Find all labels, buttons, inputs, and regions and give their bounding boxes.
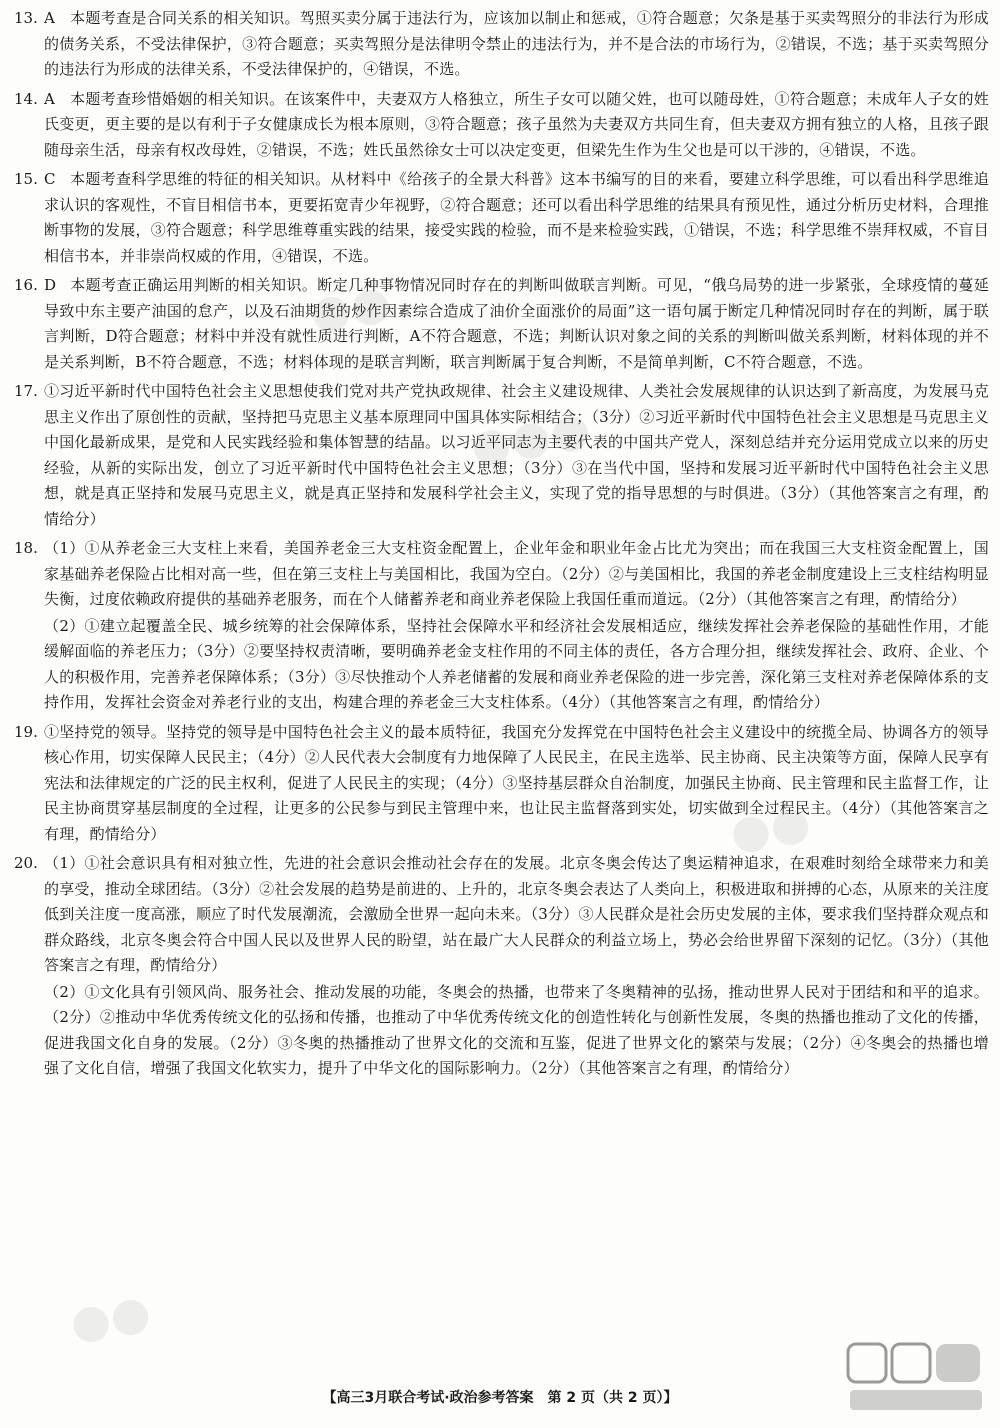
answer-paragraph: [44, 851, 989, 979]
answer-text: （1）①从养老金三大支柱上来看，美国养老金三大支柱资金配置上，企业年金和职业年金占比尤为突出；而在我国三大支柱资金配置上，国家基础养老保险占比相对高一些，但在第三支柱上与美国相比，我国为空白。（2分）②与美国相比，我国的养老金制度建设上三支柱结构明显失衡，过度依赖政府提供的基础养老服务，而在个人储蓄养老和商业养老保险上我国任重而道远。（2分）（其他答案言之有理，酌情给分）: [44, 539, 989, 608]
question-number: 13.: [14, 9, 38, 27]
answer-paragraph: [44, 167, 989, 269]
answer-text: （1）①社会意识具有相对独立性，先进的社会意识会推动社会存在的发展。北京冬奥会传达了奥运精神追求，在艰难时刻给全球带来力和美的享受，推动全球团结。（3分）②社会发展的趋势是前进的、上升的，北京冬奥会表达了人类向上，积极进取和拼搏的心态，从原来的关注度低到关注度一度高涨，顺应了时代发展潮流，会激励全世界一起向未来。（3分）③人民群众是社会历史发展的主体，要求我们坚持群众观点和群众路线，北京冬奥会符合中国人民以及世界人民的盼望，站在最广大人民群众的利益立场上，势必会给世界留下深刻的记忆。（3分）（其他答案言之有理，酌情给分）: [44, 854, 989, 974]
answer-item: [14, 720, 989, 848]
answer-body: [44, 851, 989, 1082]
answer-choice: C: [44, 170, 56, 188]
answer-body: [44, 273, 989, 375]
site-logo: [842, 1336, 992, 1416]
answer-paragraph: [44, 379, 989, 532]
answer-body: [44, 167, 989, 269]
watermark: ●●: [305, 273, 395, 341]
answer-paragraph: [44, 87, 989, 164]
answer-item: [14, 379, 989, 532]
answer-paragraph: [44, 6, 989, 83]
answer-paragraph: [44, 273, 989, 375]
answer-paragraph: [44, 614, 989, 716]
answer-body: [44, 6, 989, 83]
answer-body: [44, 720, 989, 848]
question-number: 16.: [14, 276, 38, 294]
answer-paragraph: [44, 980, 989, 1082]
answer-body: [44, 379, 989, 532]
answer-choice: D: [44, 276, 57, 294]
question-number: 19.: [14, 722, 38, 741]
answer-text: 本题考查珍惜婚姻的相关知识。在该案件中，夫妻双方人格独立，所生子女可以随父姓，也可以随母姓，①符合题意；未成年人子女的姓氏变更，更主要的是以有利于子女健康成长为根本原则，③符合题意；孩子虽然为夫妻双方共同生育，但夫妻双方拥有独立的人格，且孩子跟随母亲生活，母亲有权改母姓，②错误，不选；姓氏虽然徐女士可以决定变更，但梁先生作为生父也是可以干涉的，④错误，不选。: [44, 89, 989, 159]
answer-choice: A: [44, 89, 56, 108]
question-number: 18.: [14, 539, 38, 557]
answer-item: [14, 536, 989, 716]
answer-paragraph: [44, 720, 989, 848]
question-number: 20.: [14, 854, 38, 872]
answer-paragraph: [44, 536, 989, 613]
answer-text: （2）①建立起覆盖全民、城乡统筹的社会保障体系，坚持社会保障水平和经济社会发展相适应，继续发挥社会养老保险的基础性作用，才能缓解面临的养老压力；（3分）②要坚持权责清晰，要明确养老金支柱作用的不同主体的责任，各方合理分担，继续发挥社会、政府、企业、个人的积极作用，完善养老保障体系；（3分）③尽快推动个人养老储蓄的发展和商业养老保险的进一步完善，深化第三支柱对养老保障体系的支持作用，发挥社会资金对养老行业的支出，构建合理的养老金三大支柱体系。（4分）（其他答案言之有理，酌情给分）: [44, 616, 989, 711]
watermark: ●●: [65, 1283, 155, 1351]
answer-body: [44, 536, 989, 716]
answer-text: （2）①文化具有引领风尚、服务社会、推动发展的功能，冬奥会的热播，也带来了冬奥精神的弘扬，推动世界人民对于团结和和平的追求。（2分）②推动中华优秀传统文化的弘扬和传播，也推动了中华优秀传统文化的创造性转化与创新性发展，冬奥的热播也推动了文化的传播，促进我国文化自身的发展。（2分）③冬奥的热播推动了世界文化的交流和互鉴，促进了世界文化的繁荣与发展；（2分）④冬奥会的热播也增强了文化自信，增强了我国文化软实力，提升了中华文化的国际影响力。（2分）（其他答案言之有理，酌情给分）: [44, 982, 989, 1077]
page-footer: 【高三3月联合考试·政治参考答案 第 2 页（共 2 页）】: [322, 1390, 678, 1406]
answer-body: [44, 87, 989, 164]
answer-item: [14, 273, 989, 375]
answer-text: ①坚持党的领导。坚持党的领导是中国特色社会主义的最本质特征，我国充分发挥党在中国特色社会主义建设中的统揽全局、协调各方的领导核心作用，切实保障人民民主；（4分）②人民代表大会制度有力地保障了人民民主，在民主选举、民主协商、民主决策等方面，保障人民享有宪法和法律规定的广泛的民主权利，促进了人民民主的实现；（4分）③坚持基层群众自治制度，加强民主协商、民主管理和民主监督工作，让民主协商贯穿基层制度的全过程，让更多的公民参与到民主管理中来，也让民主监督落到实处，切实做到全过程民主。（4分）（其他答案言之有理，酌情给分）: [44, 722, 989, 843]
watermark: ●●●: [466, 399, 595, 475]
answer-text: ①习近平新时代中国特色社会主义思想使我们党对共产党执政规律、社会主义建设规律、人类社会发展规律的认识达到了新高度，为发展马克思主义作出了原创性的贡献，坚持把马克思主义基本原理同中国具体实际相结合；（3分）②习近平新时代中国特色社会主义思想是马克思主义中国化最新成果，是党和人民实践经验和集体智慧的结晶。以习近平同志为主要代表的中国共产党人，深刻总结并充分运用党成立以来的历史经验，从新的实际出发，创立了习近平新时代中国特色社会主义思想；（3分）③在当代中国，坚持和发展习近平新时代中国特色社会主义思想，就是真正坚持和发展马克思主义，就是真正坚持和发展科学社会主义，实现了党的指导思想的与时俱进。（3分）（其他答案言之有理，酌情给分）: [44, 382, 989, 528]
answer-text: 本题考查科学思维的特征的相关知识。从材料中《给孩子的全景大科普》这本书编写的目的来看，要建立科学思维，可以看出科学思维追求认识的客观性，不盲目相信书本，更要拓宽青少年视野，②符合题意；还可以看出科学思维的结果具有预见性，通过分析历史材料，合理推断事物的发展，③符合题意；科学思维尊重实践的结果，接受实践的检验，而不是来检验实践，①错误，不选；科学思维不崇拜权威，不盲目相信书本，并非崇尚权威的作用，④错误，不选。: [44, 170, 989, 265]
answer-item: [14, 87, 989, 164]
answer-list: [14, 6, 989, 1086]
answer-item: [14, 167, 989, 269]
answer-choice: A: [44, 9, 56, 27]
question-number: 14.: [14, 89, 38, 108]
answer-text: 本题考查是合同关系的相关知识。驾照买卖分属于违法行为，应该加以制止和惩戒，①符合题意；欠条是基于买卖驾照分的非法行为形成的债务关系，不受法律保护，③符合题意；买卖驾照分是法律明令禁止的违法行为，并不是合法的市场行为，②错误，不选；基于买卖驾照分的违法行为形成的法律关系，不受法律保护的，④错误，不选。: [44, 9, 989, 78]
answer-text: 本题考查正确运用判断的相关知识。断定几种事物情况同时存在的判断叫做联言判断。可见，“俄乌局势的进一步紧张，全球疫情的蔓延导致中东主要产油国的怠产，以及石油期货的炒作因素综合造成了油价全面涨价的局面”这一语句属于断定几种情况同时存在的判断，属于联言判断，D符合题意；材料中并没有就性质进行判断，A不符合题意，不选；判断认识对象之间的关系的判断叫做关系判断，材料体现的并不是关系判断，B不符合题意，不选；材料体现的是联言判断，联言判断属于复合判断，不是简单判断，C不符合题意，不选。: [44, 276, 989, 371]
question-number: 15.: [14, 170, 38, 188]
answer-item: [14, 6, 989, 83]
question-number: 17.: [14, 382, 38, 400]
answer-item: [14, 851, 989, 1082]
watermark: ●●: [725, 793, 815, 861]
